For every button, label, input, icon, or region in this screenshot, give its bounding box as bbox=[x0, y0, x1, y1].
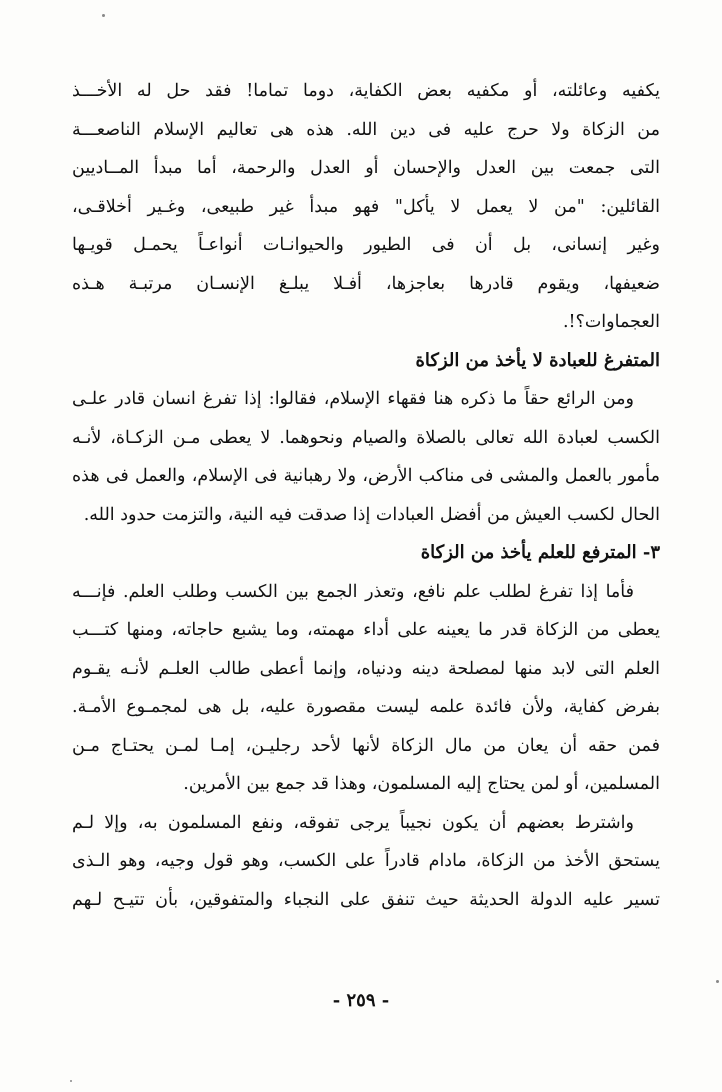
text-line: الحال لكسب العيش من أفضل العبادات إذا صدقت فيه النية، والتزمت حدود الله. bbox=[83, 504, 660, 525]
text-line: القائلين: "من لا يعمل لا يأكل" فهو مبدأ غير طبيعى، وغـير أخلاقـى، bbox=[72, 196, 660, 217]
text-line: فمن حقه أن يعان من مال الزكاة لأنها لأحد رجليـن، إمـا لمـن يحتـاج مـن bbox=[72, 735, 660, 756]
paragraph-4 bbox=[72, 804, 660, 920]
text-line: ضعيفها، ويقوم قادرها بعاجزها، أفـلا يبلـغ الإنسـان مرتبـة هـذه bbox=[72, 273, 660, 294]
text-line: وغير إنسانى، بل أن فى الطيور والحيوانـات أنواعـاً يحمـل قويـها bbox=[72, 235, 660, 255]
text-line: العلم التى لابد منها لمصلحة دينه ودنياه، وإنما أعطى طالب العلـم لأنـه يقـوم bbox=[72, 658, 660, 679]
scan-speck bbox=[70, 1080, 72, 1082]
text-line: يعطى من الزكاة قدر ما يعينه على أداء مهمته، وما يشبع حاجاته، ومنها كتـــب bbox=[72, 620, 660, 640]
scan-speck bbox=[716, 980, 719, 983]
section-heading: ٣- المترفع للعلم يأخذ من الزكاة bbox=[420, 542, 660, 563]
page-body bbox=[72, 72, 660, 919]
text-line: يستحق الأخذ من الزكاة، مادام قادراً على الكسب، وهو قول وجيه، وهو الـذى bbox=[72, 851, 660, 871]
text-line: من الزكاة ولا حرج عليه فى دين الله. هذه هى تعاليم الإسلام الناصعـــة bbox=[72, 119, 660, 140]
text-line: بفرض كفاية، ولأن فائدة علمه ليست مقصورة عليه، بل هى لمجمـوع الأمـة. bbox=[72, 697, 660, 717]
paragraph-2 bbox=[72, 380, 660, 534]
text-line: الكسب لعبادة الله تعالى بالصلاة والصيام ونحوهما. لا يعطى مـن الزكـاة، لأنـه bbox=[72, 427, 660, 448]
text-line: التى جمعت بين العدل والإحسان أو العدل والرحمة، أما مبدأ المــاديين bbox=[72, 158, 660, 178]
text-line: العجماوات؟!. bbox=[562, 312, 660, 332]
paragraph-3 bbox=[72, 573, 660, 804]
text-line: واشترط بعضهم أن يكون نجيباً يرجى تفوقه، ونفع المسلمون به، وإلا لـم bbox=[72, 812, 634, 833]
text-line: تسير عليه الدولة الحديثة حيث تنفق على النجباء والمتفوقين، بأن تتيـح لـهم bbox=[72, 889, 660, 910]
text-line: يكفيه وعائلته، أو مكفيه بعض الكفاية، دوما تماما! فقد حل له الأخـــذ bbox=[72, 81, 660, 101]
scan-speck bbox=[102, 14, 105, 17]
section-heading: المتفرغ للعبادة لا يأخذ من الزكاة bbox=[415, 349, 660, 371]
text-line: ومن الرائع حقاً ما ذكره هنا فقهاء الإسلام، فقالوا: إذا تفرغ انسان قادر علـى bbox=[72, 389, 634, 409]
paragraph-1 bbox=[72, 72, 660, 342]
text-line: فأما إذا تفرغ لطلب علم نافع، وتعذر الجمع بين الكسب وطلب العلم. فإنـــه bbox=[72, 581, 634, 602]
text-line: المسلمين، أو لمن يحتاج إليه المسلمون، وهذا قد جمع بين الأمرين. bbox=[183, 774, 660, 794]
page-number: - ٢٥٩ - bbox=[332, 990, 390, 1011]
text-line: مأمور بالعمل والمشى فى مناكب الأرض، ولا رهبانية فى الإسلام، والعمل فى هذه bbox=[72, 466, 660, 486]
